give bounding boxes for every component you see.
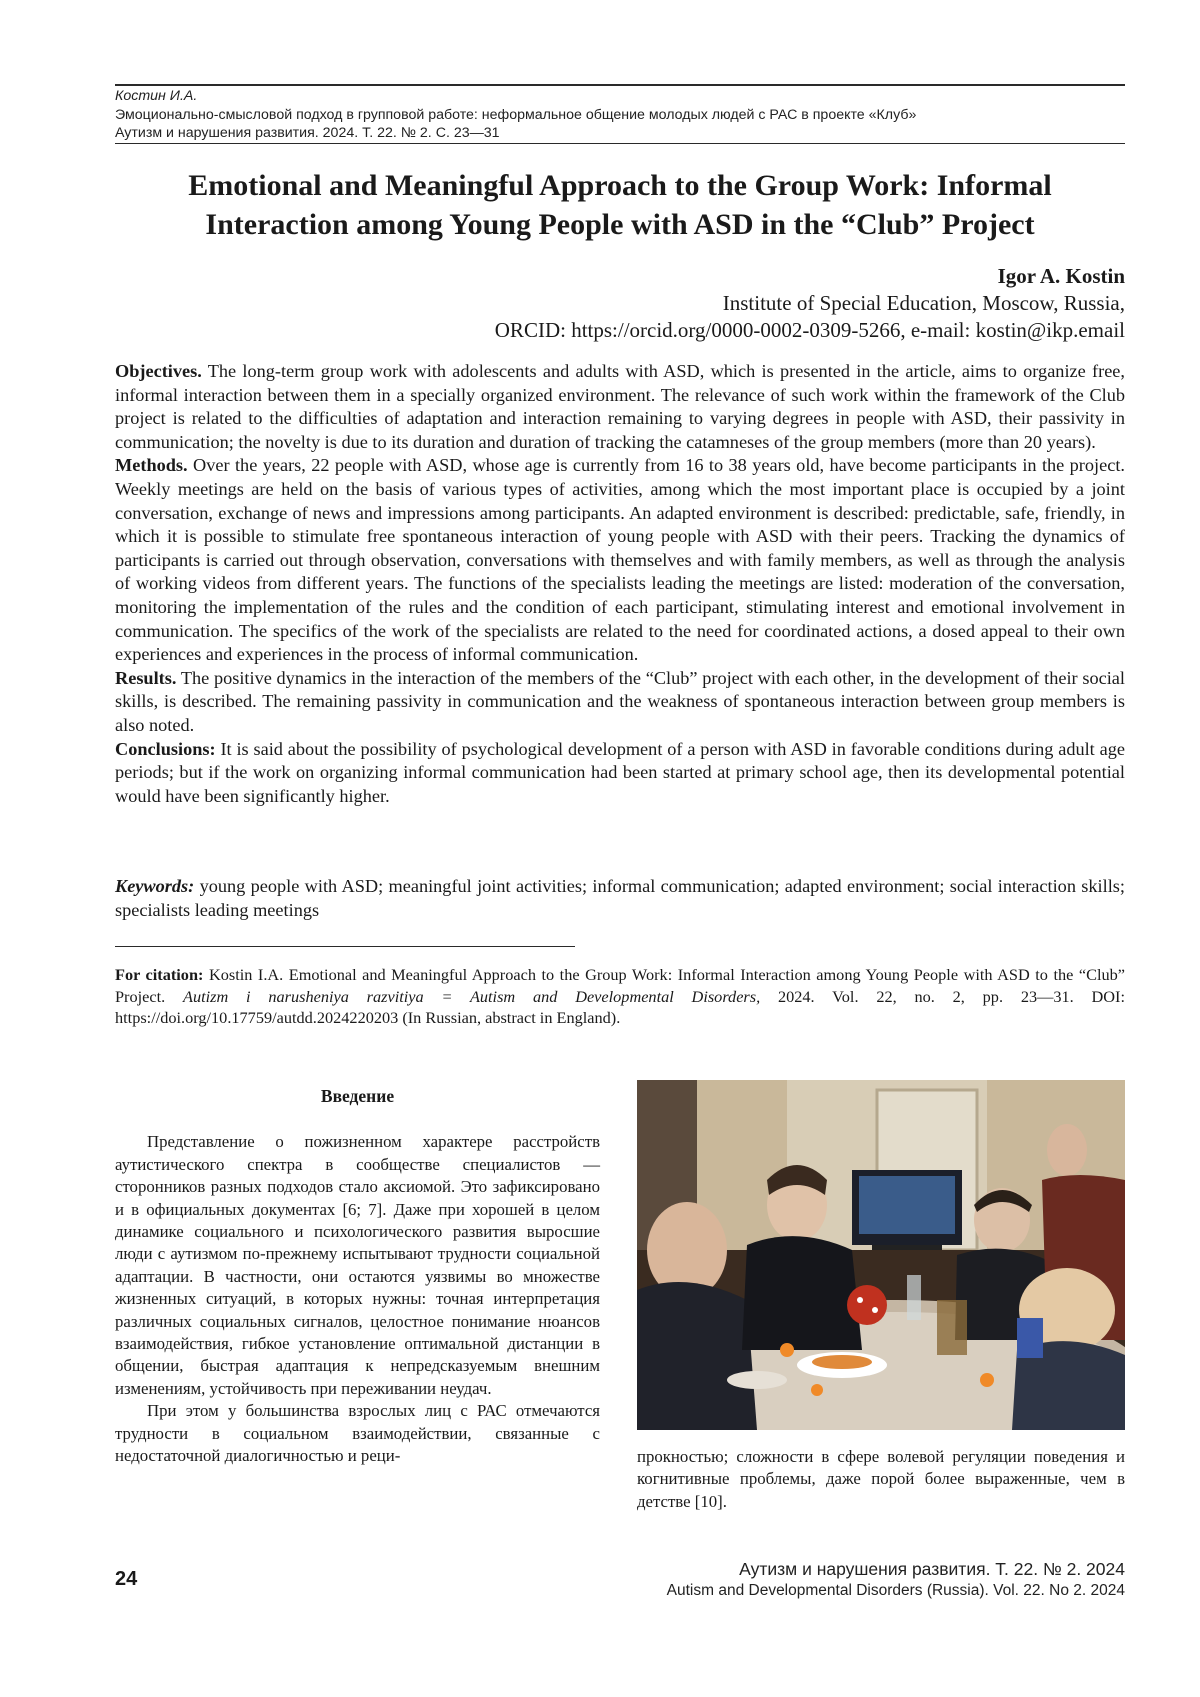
author-name: Igor A. Kostin xyxy=(225,263,1125,290)
header-rule-bottom xyxy=(115,143,1125,144)
article-title-line1: Emotional and Meaningful Approach to the Group Work: Informal xyxy=(115,166,1125,205)
header-rule-top xyxy=(115,84,1125,86)
citation-part2: 2024. Vol. 22, no. 2, pp. 23—31. DOI: https://doi.org/10.17759/autdd.2024220203 (In Russian, abstract in England). xyxy=(115,987,1125,1028)
keywords xyxy=(115,875,1125,922)
citation-part1: Kostin I.A. Emotional and Meaningful Approach to the Group Work: Informal Interaction among Young People with ASD to the “Club” Project. xyxy=(115,965,1125,1006)
results-text: The positive dynamics in the interaction of the members of the “Club” project with each other, in the development of their social skills, is described. The remaining passivity in communication and the weakness of spontaneous interaction between group members is also noted. xyxy=(115,668,1125,735)
keywords-label: Keywords: xyxy=(115,876,194,896)
article-title xyxy=(115,166,1125,244)
citation-journal: Autizm i narusheniya razvitiya = Autism and Developmental Disorders, xyxy=(183,987,760,1006)
body-right-paragraph: прокностью; сложности в сфере волевой регуляции поведения и когнитивные проблемы, даже порой более выраженные, чем в детстве [10]. xyxy=(637,1446,1125,1513)
methods-text: Over the years, 22 people with ASD, whose age is currently from 16 to 38 years old, have become participants in the project. Weekly meetings are held on the basis of various types of activities, among which the most important place is occupied by a joint conversation, exchange of news and impressions among participants. An adapted environment is described: predictable, safe, friendly, in which it is possible to stimulate free spontaneous interaction of young people with ASD with their peers. Tracking the dynamics of participants is carried out through observation, conversations with themselves and with family members, as well as through the analysis of working videos from different years. The functions of the specialists leading the meetings are listed: moderation of the conversation, monitoring the implementation of the rules and the condition of each participant, stimulating interest and emotional involvement in communication. The specifics of the work of the specialists are related to the need for coordinated actions, a dosed appeal to their own experiences and experiences in the process of informal communication. xyxy=(115,455,1125,664)
citation-rule xyxy=(115,946,575,947)
body-left-column xyxy=(115,1085,600,1468)
methods-label: Methods. xyxy=(115,455,188,475)
article-title-line2: Interaction among Young People with ASD in the “Club” Project xyxy=(115,205,1125,244)
citation xyxy=(115,964,1125,1029)
group-photo-illustration xyxy=(637,1080,1125,1430)
footer-journal-en: Autism and Developmental Disorders (Russia). Vol. 22. No 2. 2024 xyxy=(667,1580,1125,1601)
abstract-conclusions xyxy=(115,738,1125,809)
body-paragraph-1: Представление о пожизненном характере расстройств аутистического спектра в сообществе специалистов — сторонников разных подходов стало аксиомой. Это зафиксировано и в официальных документах [6; 7]. Даже при хорошей в целом динамике социального и психологического развития выросшие люди с аутизмом по-прежнему испытывают трудности социальной адаптации. В частности, они остаются уязвимы во множестве жизненных ситуаций, в которых нужны: точная интерпретация различных социальных сигналов, целостное понимание нюансов взаимодействия, гибкое установление оптимальной дистанции в общении, быстрая адаптация к непредсказуемым внешним изменениям, устойчивость при переживании неудач. xyxy=(115,1131,600,1400)
running-header-journal: Аутизм и нарушения развития. 2024. Т. 22. № 2. С. 23—31 xyxy=(115,124,1125,143)
results-label: Results. xyxy=(115,668,176,688)
body-right-column xyxy=(637,1446,1125,1513)
group-photo xyxy=(637,1080,1125,1430)
objectives-text: The long-term group work with adolescents and adults with ASD, which is presented in the article, aims to organize free, informal interaction between them in a specially organized environment. The relevance of such work within the framework of the Club project is related to the difficulties of adaptation and interaction remaining to varying degrees in people with ASD, their passivity in communication; the novelty is due to its duration and duration of tracking the catamneses of the group members (more than 20 years). xyxy=(115,361,1125,452)
author-affiliation: Institute of Special Education, Moscow, Russia, xyxy=(225,290,1125,317)
running-header-author: Костин И.А. xyxy=(115,87,1125,106)
running-header xyxy=(115,87,1125,143)
author-orcid-email: ORCID: https://orcid.org/0000-0002-0309-5266, e-mail: kostin@ikp.email xyxy=(225,317,1125,344)
abstract-methods xyxy=(115,454,1125,666)
abstract-results xyxy=(115,667,1125,738)
keywords-text: young people with ASD; meaningful joint activities; informal communication; adapted environment; social interaction skills; specialists leading meetings xyxy=(115,876,1125,920)
conclusions-text: It is said about the possibility of psychological development of a person with ASD in favorable conditions during adult age periods; but if the work on organizing informal communication had been started at primary school age, then its developmental potential would have been significantly higher. xyxy=(115,739,1125,806)
body-paragraph-2: При этом у большинства взрослых лиц с РАС отмечаются трудности в социальном взаимодействии, связанные с недостаточной диалогичностью и реци- xyxy=(115,1400,600,1467)
footer-journal-ru: Аутизм и нарушения развития. Т. 22. № 2. 2024 xyxy=(667,1558,1125,1580)
conclusions-label: Conclusions: xyxy=(115,739,216,759)
section-heading: Введение xyxy=(115,1085,600,1107)
abstract xyxy=(115,360,1125,808)
footer-journal xyxy=(667,1558,1125,1601)
running-header-title: Эмоционально-смысловой подход в групповой работе: неформальное общение молодых людей с РАС в проекте «Клуб» xyxy=(115,106,1125,125)
author-block xyxy=(225,263,1125,344)
citation-label: For citation: xyxy=(115,965,203,984)
page-number: 24 xyxy=(115,1568,137,1591)
abstract-objectives xyxy=(115,360,1125,454)
objectives-label: Objectives. xyxy=(115,361,202,381)
